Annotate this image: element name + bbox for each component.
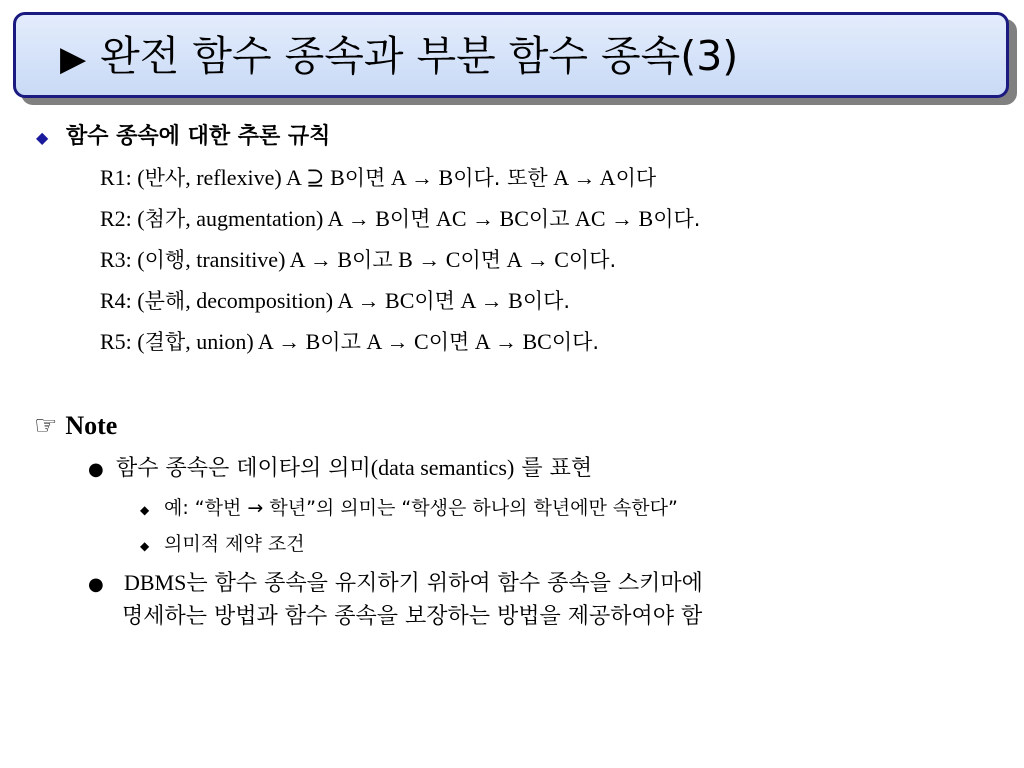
note-label: Note — [65, 411, 118, 440]
rule-r5: R5: (결합, union) A → B이고 A → C이면 A → BC이다. — [100, 329, 600, 354]
section-heading — [36, 122, 330, 153]
rule-r1: R1: (반사, reflexive) A ⊇ B이면 A → B이다. 또한 A → A이다 — [100, 165, 657, 190]
play-arrow-icon: ▶ — [60, 39, 87, 79]
rule-r2: R2: (첨가, augmentation) A → B이면 AC → BC이고 AC → B이다. — [100, 206, 701, 231]
rule-r3: R3: (이행, transitive) A → B이고 B → C이면 A → C이다. — [100, 247, 617, 272]
example-bullet: ◆ 예: “학번 → 학년”의 의미는 “학생은 하나의 학년에만 속한다” — [140, 495, 678, 523]
slide-title-text: 완전 함수 종속과 부분 함수 종속(3) — [100, 32, 739, 80]
note-bullet-2-cont: 명세하는 방법과 함수 종속을 보장하는 방법을 제공하여야 함 — [122, 604, 703, 629]
small-diamond-icon: ◆ — [140, 503, 150, 517]
small-diamond-icon: ◆ — [140, 539, 150, 553]
rule-r4: R4: (분해, decomposition) A → BC이면 A → B이다. — [100, 288, 571, 313]
note-bullet-1: ● 함수 종속은 데이타의 의미(data semantics) 를 표현 — [88, 453, 592, 485]
pointing-hand-icon: ☞ — [34, 411, 58, 441]
dot-bullet-icon: ● — [88, 574, 104, 595]
section-heading-text: 함수 종속에 대한 추론 규칙 — [66, 124, 331, 149]
note-heading — [34, 409, 117, 443]
constraint-bullet: ◆ 의미적 제약 조건 — [140, 531, 305, 559]
title-box — [13, 12, 1009, 98]
dot-bullet-icon: ● — [88, 459, 104, 480]
diamond-bullet-icon: ◆ — [36, 128, 49, 147]
note-bullet-2: ● DBMS는 함수 종속을 유지하기 위하여 함수 종속을 스키마에 — [88, 568, 703, 600]
slide-title — [60, 29, 738, 86]
